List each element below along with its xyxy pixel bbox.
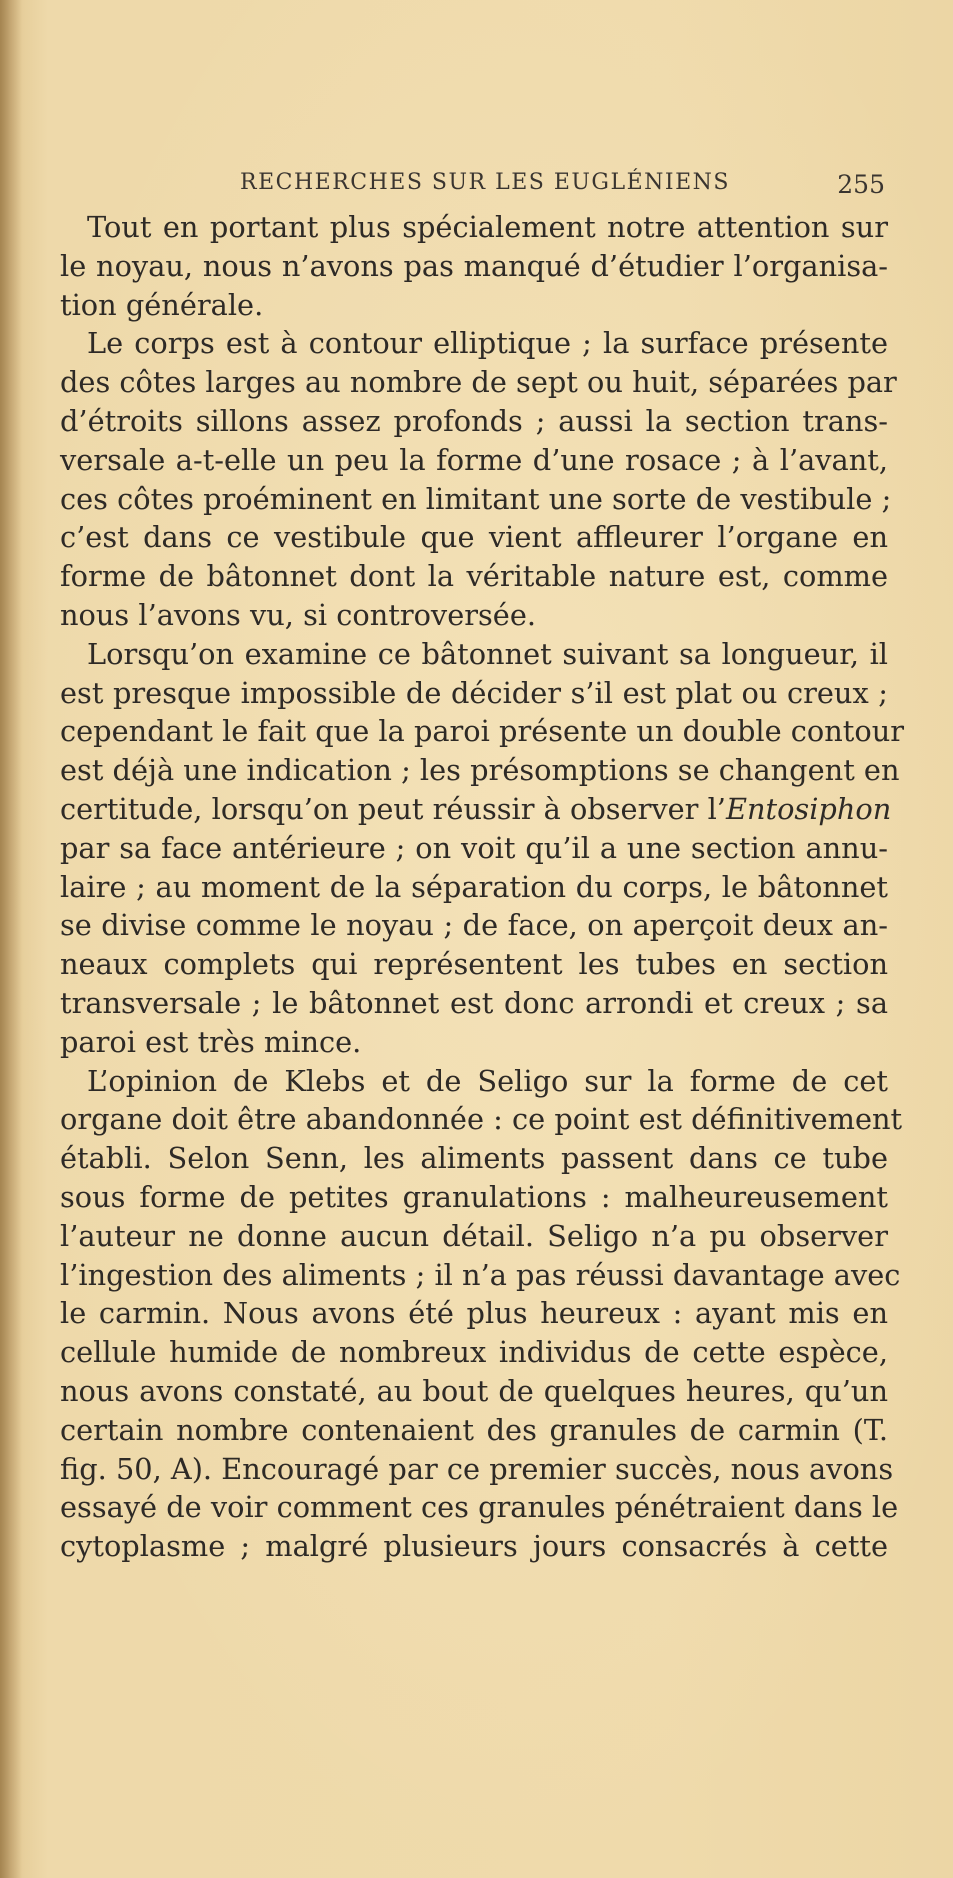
text-line	[60, 790, 892, 829]
page-number: 255	[837, 170, 885, 199]
text-line: organe doit être abandonnée : ce point est définitivement	[60, 1102, 903, 1137]
running-head	[240, 170, 885, 200]
text-line: le carmin. Nous avons été plus heureux : ayant mis en	[60, 1296, 888, 1331]
text-line: c’est dans ce vestibule que vient affleurer l’organe en	[60, 520, 888, 555]
text-line: le noyau, nous n’avons pas manqué d’étudier l’organisa-	[60, 248, 888, 283]
body-text	[60, 208, 905, 1566]
text-line: sous forme de petites granulations : malheureusement	[60, 1179, 888, 1214]
text-line: certain nombre contenaient des granules de carmin (T.	[60, 1412, 888, 1447]
text-line: paroi est très mince.	[60, 1024, 362, 1059]
text-line: Le corps est à contour elliptique ; la surface présente	[87, 326, 888, 361]
text-line: transversale ; le bâtonnet est donc arrondi et creux ; sa	[60, 985, 888, 1020]
text-line: Lorsqu’on examine ce bâtonnet suivant sa longueur, il	[87, 636, 888, 671]
text-line: tion générale.	[60, 287, 264, 322]
text-line: cytoplasme ; malgré plusieurs jours consacrés à cette	[60, 1529, 888, 1564]
text-line: nous avons constaté, au bout de quelques heures, qu’un	[60, 1373, 888, 1408]
text-line: d’étroits sillons assez profonds ; aussi la section trans-	[60, 403, 888, 438]
text-line: laire ; au moment de la séparation du corps, le bâtonnet	[60, 869, 888, 904]
text-line: est déjà une indication ; les présomptions se changent en	[60, 753, 900, 788]
running-title: RECHERCHES SUR LES EUGLÉNIENS	[240, 170, 730, 195]
text-line: essayé de voir comment ces granules pénétraient dans le	[60, 1490, 899, 1525]
text-line: l’ingestion des aliments ; il n’a pas réussi davantage avec	[60, 1257, 901, 1292]
text-line: cependant le fait que la paroi présente un double contour	[60, 714, 905, 749]
text-line: ces côtes proéminent en limitant une sorte de vestibule ;	[60, 481, 892, 516]
text-line: cellule humide de nombreux individus de cette espèce,	[60, 1335, 888, 1370]
text-line: Tout en portant plus spécialement notre attention sur	[87, 210, 888, 244]
text-line: L’opinion de Klebs et de Seligo sur la forme de cet	[87, 1063, 888, 1098]
text-line: fig. 50, A). Encouragé par ce premier succès, nous avons	[60, 1451, 894, 1486]
text-line: des côtes larges au nombre de sept ou huit, séparées par	[60, 365, 897, 400]
text-line: forme de bâtonnet dont la véritable nature est, comme	[60, 559, 888, 594]
text-line: est presque impossible de décider s’il est plat ou creux ;	[60, 675, 888, 710]
text-line: neaux complets qui représentent les tubes en section	[60, 947, 888, 982]
text-line: établi. Selon Senn, les aliments passent dans ce tube	[60, 1141, 888, 1176]
text-line: l’auteur ne donne aucun détail. Seligo n’a pu observer	[60, 1218, 888, 1253]
text-line: par sa face antérieure ; on voit qu’il a une section annu-	[60, 830, 888, 865]
page-gutter-shadow	[0, 0, 22, 1878]
text-line: se divise comme le noyau ; de face, on aperçoit deux an-	[60, 908, 888, 943]
text-line: nous l’avons vu, si controversée.	[60, 597, 537, 632]
italic-term: Entosiphon	[725, 791, 892, 826]
text-line: versale a-t-elle un peu la forme d’une rosace ; à l’avant,	[60, 442, 888, 477]
text-line-start: certitude, lorsqu’on peut réussir à observer l’	[60, 791, 726, 826]
